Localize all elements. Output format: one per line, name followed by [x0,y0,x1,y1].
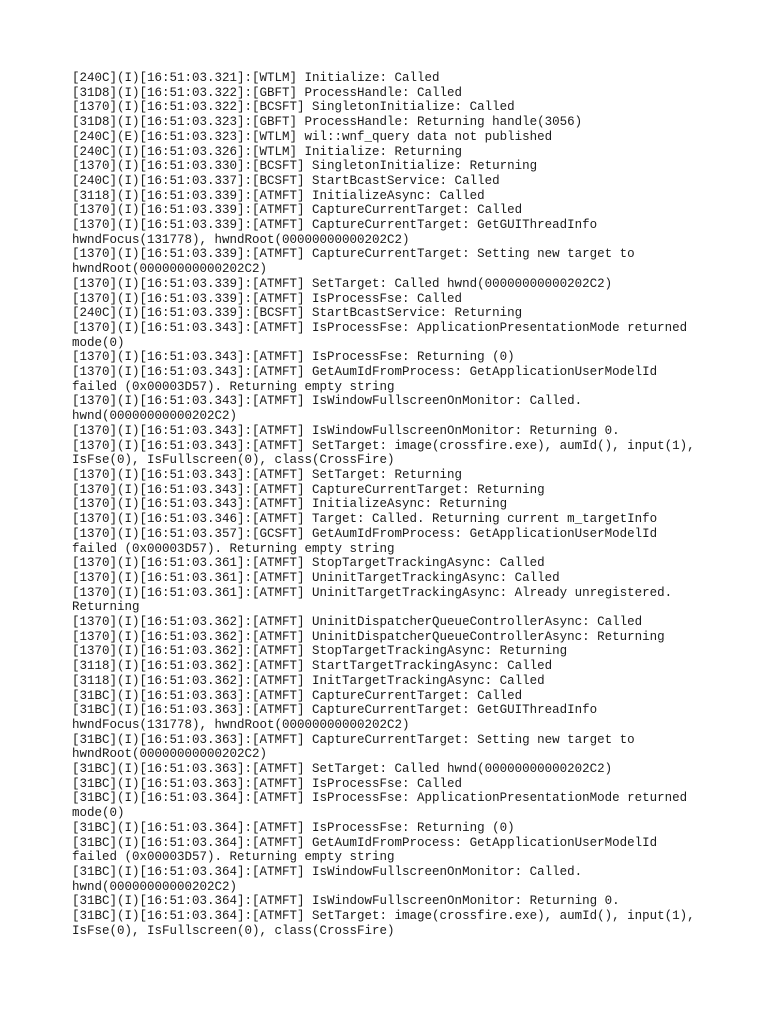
log-line: [1370](I)[16:51:03.322]:[BCSFT] SingletonInitialize: Called [72,100,515,115]
log-line: [31D8](I)[16:51:03.322]:[GBFT] ProcessHandle: Called [72,85,463,100]
log-line: [1370](I)[16:51:03.343]:[ATMFT] CaptureCurrentTarget: Returning [72,482,545,497]
log-line: hwndFocus(131778), hwndRoot(00000000000202C2) [72,717,410,732]
log-line: [1370](I)[16:51:03.343]:[ATMFT] IsWindowFullscreenOnMonitor: Called. [72,394,583,409]
log-line: [1370](I)[16:51:03.339]:[ATMFT] CaptureCurrentTarget: GetGUIThreadInfo [72,218,598,233]
log-line: [31BC](I)[16:51:03.363]:[ATMFT] IsProcessFse: Called [72,776,463,791]
log-line: [1370](I)[16:51:03.330]:[BCSFT] SingletonInitialize: Returning [72,159,538,174]
log-line: [3118](I)[16:51:03.362]:[ATMFT] StartTargetTrackingAsync: Called [72,659,553,674]
log-line: [1370](I)[16:51:03.343]:[ATMFT] IsProcessFse: Returning (0) [72,350,515,365]
log-line: [1370](I)[16:51:03.357]:[GCSFT] GetAumIdFromProcess: GetApplicationUserModelId [72,526,658,541]
log-line: [31BC](I)[16:51:03.364]:[ATMFT] IsProcessFse: Returning (0) [72,820,515,835]
log-line: mode(0) [72,335,125,350]
log-line: [1370](I)[16:51:03.362]:[ATMFT] StopTargetTrackingAsync: Returning [72,644,568,659]
log-line: [31BC](I)[16:51:03.364]:[ATMFT] IsProcessFse: ApplicationPresentationMode returned [72,791,688,806]
log-line: [240C](I)[16:51:03.337]:[BCSFT] StartBcastService: Called [72,173,500,188]
log-line: [1370](I)[16:51:03.343]:[ATMFT] IsWindowFullscreenOnMonitor: Returning 0. [72,423,620,438]
log-line: hwnd(00000000000202C2) [72,409,238,424]
log-line: hwndFocus(131778), hwndRoot(00000000000202C2) [72,232,410,247]
log-line: [1370](I)[16:51:03.361]:[ATMFT] StopTargetTrackingAsync: Called [72,556,545,571]
log-line: hwndRoot(00000000000202C2) [72,262,268,277]
log-line: [31BC](I)[16:51:03.364]:[ATMFT] GetAumIdFromProcess: GetApplicationUserModelId [72,835,658,850]
log-line: [31BC](I)[16:51:03.363]:[ATMFT] CaptureCurrentTarget: Called [72,688,523,703]
log-line: [31BC](I)[16:51:03.363]:[ATMFT] CaptureCurrentTarget: GetGUIThreadInfo [72,703,598,718]
log-line: mode(0) [72,806,125,821]
log-line: [240C](I)[16:51:03.339]:[BCSFT] StartBcastService: Returning [72,306,523,321]
log-line: failed (0x00003D57). Returning empty string [72,850,395,865]
log-line: [1370](I)[16:51:03.361]:[ATMFT] UninitTargetTrackingAsync: Called [72,570,560,585]
log-line: [31BC](I)[16:51:03.364]:[ATMFT] IsWindowFullscreenOnMonitor: Returning 0. [72,894,620,909]
log-line: [1370](I)[16:51:03.339]:[ATMFT] IsProcessFse: Called [72,291,463,306]
log-line: [1370](I)[16:51:03.362]:[ATMFT] UninitDispatcherQueueControllerAsync: Returning [72,629,665,644]
log-line: [1370](I)[16:51:03.343]:[ATMFT] IsProcessFse: ApplicationPresentationMode returned [72,320,688,335]
log-line: [31BC](I)[16:51:03.363]:[ATMFT] SetTarget: Called hwnd(00000000000202C2) [72,762,613,777]
log-line: [1370](I)[16:51:03.361]:[ATMFT] UninitTargetTrackingAsync: Already unregistered. [72,585,673,600]
log-line: [1370](I)[16:51:03.343]:[ATMFT] InitializeAsync: Returning [72,497,508,512]
log-line: [1370](I)[16:51:03.339]:[ATMFT] CaptureCurrentTarget: Setting new target to [72,247,635,262]
log-line: IsFse(0), IsFullscreen(0), class(CrossFire) [72,923,395,938]
log-line: [1370](I)[16:51:03.343]:[ATMFT] SetTarget: Returning [72,467,463,482]
log-line: hwndRoot(00000000000202C2) [72,747,268,762]
log-line: [240C](I)[16:51:03.326]:[WTLM] Initialize: Returning [72,144,463,159]
log-line: hwnd(00000000000202C2) [72,879,238,894]
log-line: [1370](I)[16:51:03.346]:[ATMFT] Target: Called. Returning current m_targetInfo [72,512,658,527]
log-line: [31BC](I)[16:51:03.364]:[ATMFT] SetTarget: image(crossfire.exe), aumId(), input(1), [72,909,695,924]
log-line: failed (0x00003D57). Returning empty string [72,541,395,556]
log-line: [240C](I)[16:51:03.321]:[WTLM] Initialize: Called [72,71,440,85]
log-line: [240C](E)[16:51:03.323]:[WTLM] wil::wnf_query data not published [72,129,553,144]
log-line: [3118](I)[16:51:03.339]:[ATMFT] InitializeAsync: Called [72,188,485,203]
log-line: [1370](I)[16:51:03.343]:[ATMFT] GetAumIdFromProcess: GetApplicationUserModelId [72,365,658,380]
log-line: [1370](I)[16:51:03.362]:[ATMFT] UninitDispatcherQueueControllerAsync: Called [72,615,643,630]
log-line: [31BC](I)[16:51:03.364]:[ATMFT] IsWindowFullscreenOnMonitor: Called. [72,864,583,879]
log-line: [1370](I)[16:51:03.343]:[ATMFT] SetTarget: image(crossfire.exe), aumId(), input(1), [72,438,695,453]
log-line: [1370](I)[16:51:03.339]:[ATMFT] SetTarget: Called hwnd(00000000000202C2) [72,276,613,291]
log-line: [1370](I)[16:51:03.339]:[ATMFT] CaptureCurrentTarget: Called [72,203,523,218]
log-line: Returning [72,600,140,615]
log-line: IsFse(0), IsFullscreen(0), class(CrossFire) [72,453,395,468]
log-line: [31BC](I)[16:51:03.363]:[ATMFT] CaptureCurrentTarget: Setting new target to [72,732,635,747]
log-document [72,71,712,938]
log-line: failed (0x00003D57). Returning empty string [72,379,395,394]
log-line: [31D8](I)[16:51:03.323]:[GBFT] ProcessHandle: Returning handle(3056) [72,115,583,130]
log-line: [3118](I)[16:51:03.362]:[ATMFT] InitTargetTrackingAsync: Called [72,673,545,688]
